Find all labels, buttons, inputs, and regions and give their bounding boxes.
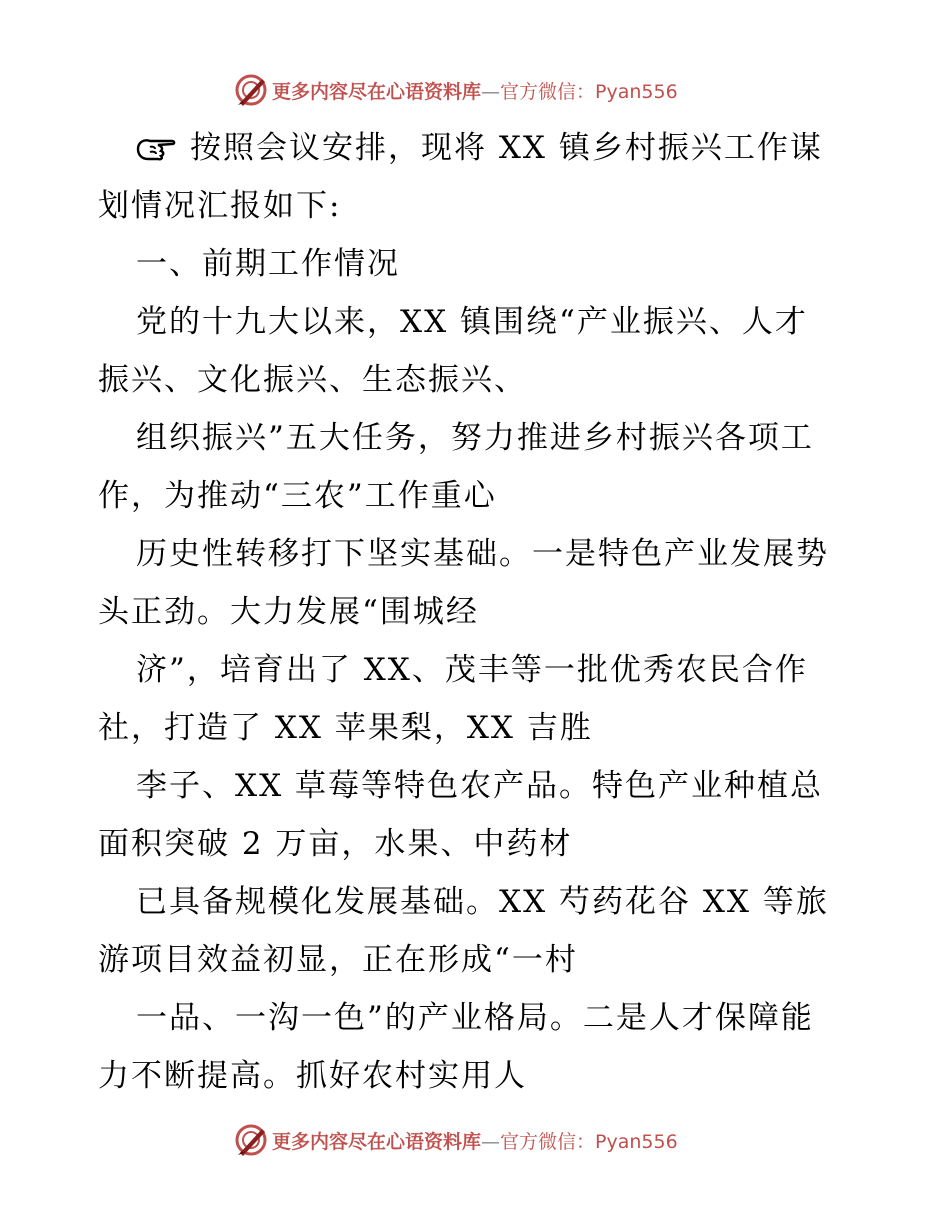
header-banner-dash: —	[481, 80, 501, 103]
footer-banner-suffix: 官方微信：Pyan556	[500, 1130, 678, 1153]
header-banner-name: 更多内容尽在心语资料库	[272, 80, 482, 103]
footer-banner	[234, 1120, 714, 1160]
paragraph-5-line-1: 李子、XX 草莓等特色农产品。特色产业种植总	[136, 768, 823, 804]
paragraph-2-line-1: 组织振兴”五大任务，努力推进乡村振兴各项工	[136, 420, 814, 456]
paragraph-2-line-2: 作，为推动“三农”工作重心	[98, 478, 497, 514]
paragraph-3-line-1: 历史性转移打下坚实基础。一是特色产业发展势	[136, 536, 829, 572]
paragraph-3-line-2: 头正劲。大力发展“围城经	[98, 594, 479, 630]
intro-line-1-text: 按照会议安排，现将 XX 镇乡村振兴工作谋	[190, 130, 823, 166]
intro-line-1	[136, 128, 823, 168]
footer-banner-dash: —	[481, 1130, 501, 1153]
header-banner-suffix: 官方微信：Pyan556	[500, 80, 678, 103]
paragraph-6-line-2: 游项目效益初显，正在形成“一村	[98, 942, 578, 978]
paragraph-1-line-2: 振兴、文化振兴、生态振兴、	[98, 362, 527, 398]
paragraph-1-line-1: 党的十九大以来，XX 镇围绕“产业振兴、人才	[136, 304, 808, 340]
header-banner-text	[272, 77, 678, 104]
intro-line-2: 划情况汇报如下:	[98, 188, 342, 224]
header-banner	[234, 70, 714, 110]
paragraph-5-line-2: 面积突破 2 万亩，水果、中药材	[98, 826, 573, 862]
pen-logo-icon	[234, 73, 268, 107]
paragraph-7-line-1: 一品、一沟一色”的产业格局。二是人才保障能	[136, 1000, 814, 1036]
pen-logo-icon	[234, 1123, 268, 1157]
paragraph-6-line-1: 已具备规模化发展基础。XX 芍药花谷 XX 等旅	[136, 884, 829, 920]
footer-banner-text	[272, 1127, 678, 1154]
section-1-heading: 一、前期工作情况	[136, 246, 400, 282]
paragraph-7-line-2: 力不断提高。抓好农村实用人	[98, 1058, 527, 1094]
footer-banner-name: 更多内容尽在心语资料库	[272, 1130, 482, 1153]
paragraph-4-line-1: 济”，培育出了 XX、茂丰等一批优秀农民合作	[136, 652, 808, 688]
paragraph-4-line-2: 社，打造了 XX 苹果梨，XX 吉胜	[98, 710, 593, 746]
pointing-hand-icon	[136, 133, 176, 161]
